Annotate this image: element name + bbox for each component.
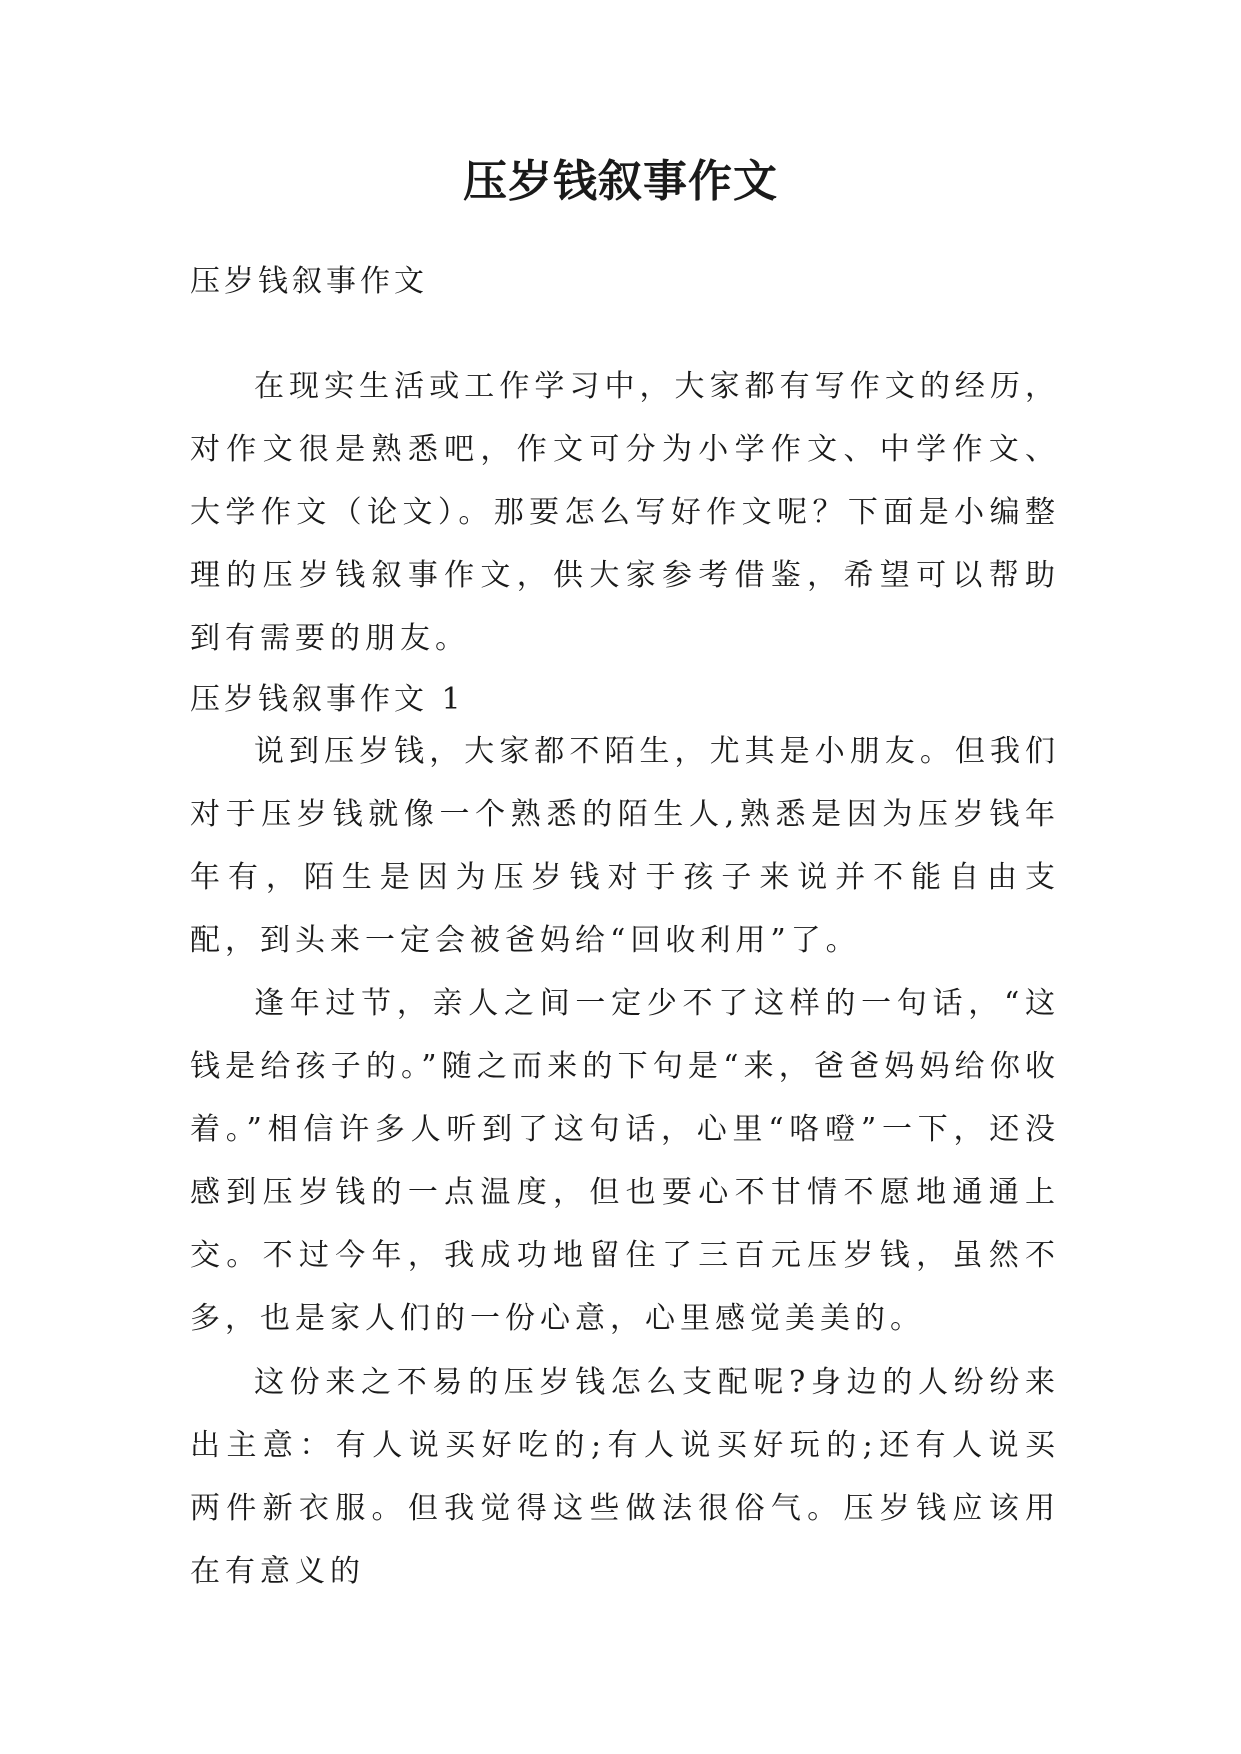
document-title: 压岁钱叙事作文 xyxy=(463,156,778,207)
document-subtitle: 压岁钱叙事作文 xyxy=(190,264,428,299)
body-paragraph-2: 逢年过节，亲人之间一定少不了这样的一句话，“这钱是给孩子的。”随之而来的下句是“来，爸爸妈妈给你收着。”相信许多人听到了这句话，心里“咯噔”一下，还没感到压岁钱的一点温度，但也要心不甘情不愿地通通上交。不过今年，我成功地留住了三百元压岁钱，虽然不多，也是家人们的一份心意，心里感觉美美的。 xyxy=(190,986,1060,1336)
body-paragraph-1: 说到压岁钱，大家都不陌生，尤其是小朋友。但我们对于压岁钱就像一个熟悉的陌生人,熟悉是因为压岁钱年年有，陌生是因为压岁钱对于孩子来说并不能自由支配，到头来一定会被爸妈给“回收利用”了。 xyxy=(190,734,1060,958)
body-paragraph-3: 这份来之不易的压岁钱怎么支配呢?身边的人纷纷来出主意：有人说买好吃的;有人说买好玩的;还有人说买两件新衣服。但我觉得这些做法很俗气。压岁钱应该用在有意义的 xyxy=(190,1365,1060,1589)
section-heading: 压岁钱叙事作文 1 xyxy=(190,682,465,717)
intro-paragraph: 在现实生活或工作学习中，大家都有写作文的经历，对作文很是熟悉吧，作文可分为小学作文、中学作文、大学作文（论文）。那要怎么写好作文呢？下面是小编整理的压岁钱叙事作文，供大家参考借鉴，希望可以帮助到有需要的朋友。 xyxy=(190,369,1060,656)
